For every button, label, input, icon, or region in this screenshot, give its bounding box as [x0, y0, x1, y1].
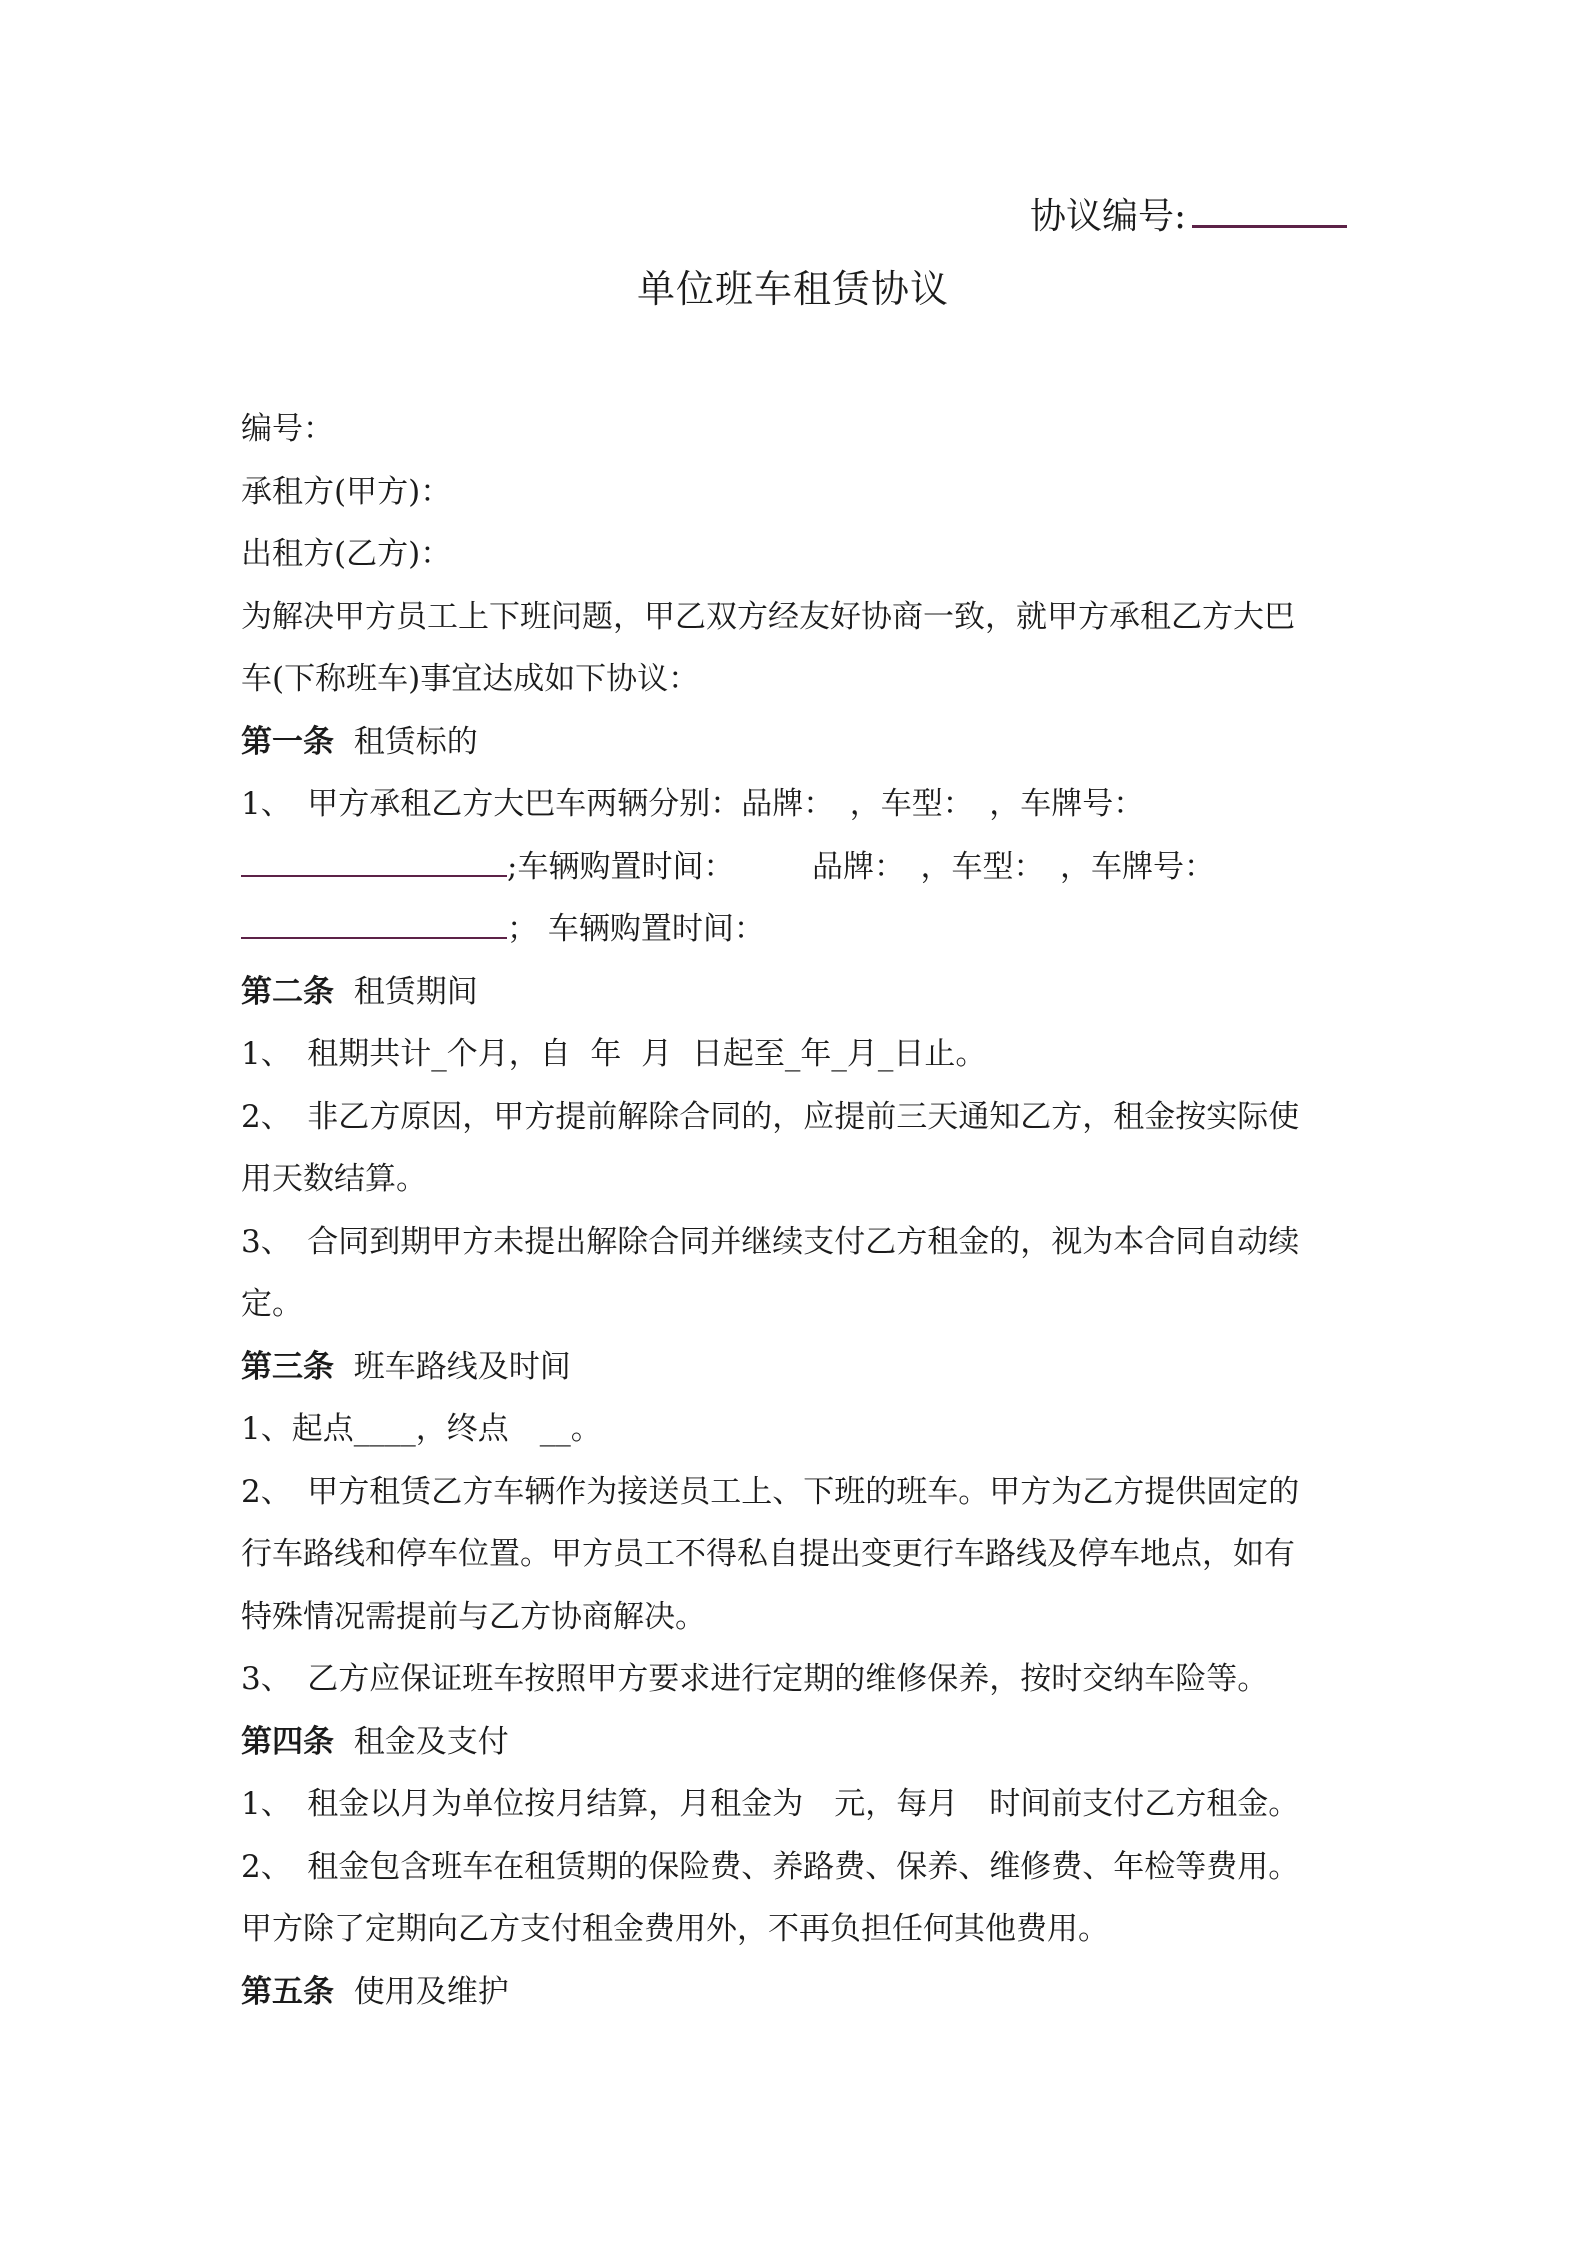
document-line — [241, 1273, 1421, 1336]
document-line — [241, 1461, 1421, 1524]
line-text: 1、 租金以月为单位按月结算，月租金为 元，每月 时间前支付乙方租金。 — [241, 1786, 1300, 1822]
document-line — [241, 836, 1421, 899]
fill-in-blank-line — [241, 865, 507, 877]
line-text: 1、起点____，终点 __。 — [241, 1411, 602, 1447]
section-heading — [241, 711, 1421, 774]
document-line — [241, 1086, 1421, 1149]
agreement-number-label: 协议编号: — [1030, 196, 1187, 237]
document-line — [241, 1648, 1421, 1711]
section-number: 第三条 — [241, 1348, 334, 1385]
section-title: 租金及支付 — [334, 1723, 509, 1760]
line-text: 甲方除了定期向乙方支付租金费用外，不再负担任何其他费用。 — [241, 1911, 1109, 1947]
document-line — [241, 1773, 1421, 1836]
document-line — [241, 1523, 1421, 1586]
line-text: 1、 甲方承租乙方大巴车两辆分别：品牌： ，车型： ，车牌号： — [241, 786, 1145, 822]
document-line — [241, 1398, 1421, 1461]
document-line — [241, 586, 1421, 649]
line-text: 用天数结算。 — [241, 1161, 427, 1197]
document-line — [241, 1898, 1421, 1961]
line-text: 编号： — [241, 411, 334, 447]
line-text: 为解决甲方员工上下班问题，甲乙双方经友好协商一致，就甲方承租乙方大巴 — [241, 598, 1295, 635]
line-text: ;车辆购置时间： 品牌： ，车型： ，车牌号： — [507, 848, 1215, 885]
line-text: 2、 甲方租赁乙方车辆作为接送员工上、下班的班车。甲方为乙方提供固定的 — [241, 1473, 1300, 1510]
document-line — [241, 648, 1421, 711]
document-body — [241, 398, 1421, 2023]
document-title: 单位班车租赁协议 — [636, 267, 949, 311]
line-text: ； 车辆购置时间： — [507, 911, 765, 947]
section-title: 使用及维护 — [334, 1973, 509, 2010]
section-title: 班车路线及时间 — [334, 1348, 571, 1385]
line-text: 特殊情况需提前与乙方协商解决。 — [241, 1598, 706, 1635]
document-line — [241, 461, 1421, 524]
line-text: 行车路线和停车位置。甲方员工不得私自提出变更行车路线及停车地点，如有 — [241, 1536, 1295, 1572]
section-heading — [241, 1711, 1421, 1774]
document-line — [241, 1211, 1421, 1274]
line-text: 3、 乙方应保证班车按照甲方要求进行定期的维修保养，按时交纳车险等。 — [241, 1661, 1269, 1697]
section-number: 第五条 — [241, 1973, 334, 2010]
section-title: 租赁标的 — [334, 723, 478, 760]
agreement-number-blank-line — [1192, 213, 1347, 228]
section-heading — [241, 1961, 1421, 2024]
document-line — [241, 898, 1421, 961]
document-line — [241, 1586, 1421, 1649]
line-text: 2、 租金包含班车在租赁期的保险费、养路费、保养、维修费、年检等费用。 — [241, 1848, 1300, 1885]
document-line — [241, 1836, 1421, 1899]
document-line — [241, 1023, 1421, 1086]
document-line — [241, 1148, 1421, 1211]
line-text: 2、 非乙方原因，甲方提前解除合同的，应提前三天通知乙方，租金按实际使 — [241, 1098, 1300, 1135]
section-number: 第二条 — [241, 973, 334, 1010]
document-line — [241, 398, 1421, 461]
line-text: 定。 — [241, 1286, 303, 1322]
section-number: 第一条 — [241, 723, 334, 760]
line-text: 承租方(甲方)： — [241, 473, 452, 510]
section-title: 租赁期间 — [334, 973, 478, 1010]
section-number: 第四条 — [241, 1723, 334, 1760]
section-heading — [241, 1336, 1421, 1399]
document-line — [241, 773, 1421, 836]
line-text: 3、 合同到期甲方未提出解除合同并继续支付乙方租金的，视为本合同自动续 — [241, 1223, 1300, 1260]
line-text: 1、 租期共计_个月，自 年 月 日起至_年_月_日止。 — [241, 1036, 987, 1072]
line-text: 车(下称班车)事宜达成如下协议： — [241, 661, 700, 697]
line-text: 出租方(乙方)： — [241, 536, 452, 572]
document-line — [241, 523, 1421, 586]
agreement-number — [1030, 193, 1347, 241]
section-heading — [241, 961, 1421, 1024]
fill-in-blank-line — [241, 927, 507, 939]
